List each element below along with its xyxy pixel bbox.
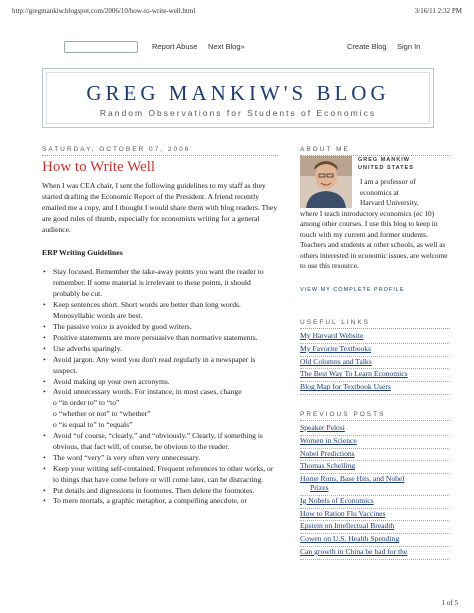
create-blog-link[interactable]: Create Blog bbox=[347, 42, 387, 51]
report-abuse-link[interactable]: Report Abuse bbox=[152, 42, 198, 51]
post-intro: When I was CEA chair, I sent the following guidelines to my staff as they started drafting the Economic Report of the President. A friend recently emailed me a copy, and I thought I would share them with blog readers. They are good rules of thumb, especially for economists writing for a general audience. bbox=[42, 181, 278, 234]
profile-name-text: GREG MANKIW bbox=[358, 157, 410, 163]
post-date: SATURDAY, OCTOBER 07, 2006 bbox=[42, 146, 191, 153]
blogger-navbar bbox=[64, 38, 426, 56]
profile-text-line: Harvard University, bbox=[360, 198, 419, 207]
useful-links-list bbox=[300, 331, 450, 395]
profile-text-body: where I teach introductory economics (ec 10) among other courses. I use this blog to keep in touch with my current and former students. Teachers and students at other schools, as well as others interested in economic issues, are welcome to use this resource. bbox=[300, 208, 448, 270]
previous-post-link[interactable]: Epstein on Intellectual Breadth bbox=[300, 521, 450, 534]
sidebar-link[interactable]: Old Columns and Talks bbox=[300, 357, 450, 370]
previous-posts-list bbox=[300, 423, 450, 560]
profile-text bbox=[300, 177, 450, 272]
useful-links-heading: USEFUL LINKS bbox=[300, 319, 370, 326]
sidebar-link[interactable]: My Favorite Textbooks bbox=[300, 344, 450, 357]
previous-post-link[interactable]: Ig Nobels of Economics bbox=[300, 496, 450, 509]
previous-divider bbox=[300, 420, 450, 421]
previous-post-link[interactable]: Women in Science bbox=[300, 436, 450, 449]
sign-in-link[interactable]: Sign In bbox=[397, 42, 421, 51]
post-body bbox=[42, 181, 278, 507]
date-divider bbox=[42, 155, 278, 156]
list-item: • Positive statements are more persuasive than normative statements. bbox=[53, 333, 278, 344]
view-profile-link[interactable]: VIEW MY COMPLETE PROFILE bbox=[300, 287, 405, 293]
sidebar-link[interactable]: The Best Way To Learn Economics bbox=[300, 369, 450, 382]
previous-post-link[interactable]: How to Ration Flu Vaccines bbox=[300, 509, 450, 522]
links-divider bbox=[300, 328, 450, 329]
page-url: http://gregmankiw.blogspot.com/2006/10/how-to-write-well.html bbox=[12, 7, 196, 15]
previous-post-link[interactable]: Can growth in China be bad for the bbox=[300, 547, 450, 560]
previous-post-link[interactable]: Thomas Schelling bbox=[300, 461, 450, 474]
previous-post-link[interactable]: Nobel Predictions bbox=[300, 449, 450, 462]
change-item: o “in order to” to “to” bbox=[53, 398, 120, 408]
list-item-text: Avoid unnecessary words. For instance, in most cases, change bbox=[53, 387, 242, 397]
blog-description: Random Observations for Students of Economics bbox=[99, 108, 377, 118]
list-item: • Keep sentences short. Short words are better than long words. Monosyllabic words are best. bbox=[53, 300, 278, 322]
next-blog-link[interactable]: Next Blog» bbox=[208, 42, 245, 51]
search-input[interactable] bbox=[64, 41, 138, 53]
blog-title[interactable]: GREG MANKIW'S BLOG bbox=[86, 81, 390, 105]
profile-name[interactable] bbox=[358, 157, 414, 172]
blog-banner bbox=[42, 68, 434, 128]
previous-post-link[interactable]: Speaker Pelosi bbox=[300, 423, 450, 436]
post-title[interactable]: How to Write Well bbox=[42, 159, 156, 175]
page-number: 1 of 5 bbox=[441, 599, 458, 607]
list-item: • To mere mortals, a graphic metaphor, a compelling anecdote, or bbox=[53, 496, 278, 507]
list-item: • Keep your writing self-contained. Frequent references to other works, or to things that have come before or will come later, can be distracting. bbox=[53, 464, 278, 486]
previous-post-link[interactable]: Cowen on U.S. Health Spending bbox=[300, 534, 450, 547]
section-heading: ERP Writing Guidelines bbox=[42, 247, 123, 257]
profile-text-line: economics at bbox=[360, 187, 399, 197]
change-item: o “is equal to” to “equals” bbox=[53, 420, 133, 430]
profile-text-line: I am a professor of bbox=[360, 177, 416, 186]
list-item: • Use adverbs sparingly. bbox=[53, 344, 278, 355]
previous-post-link[interactable]: Home Runs, Base Hits, and Nobel Prizes bbox=[300, 474, 450, 496]
list-item: • Avoid making up your own acronyms. bbox=[53, 377, 278, 388]
print-date: 3/16/11 2:32 PM bbox=[414, 7, 462, 15]
list-item: • Put details and digressions in footnotes. Then delete the footnotes. bbox=[53, 486, 278, 497]
list-item: • Avoid “of course, “clearly,” and “obviously.” Clearly, if something is obvious, that fact will, of course, be obvious to the reader. bbox=[53, 431, 278, 453]
profile-location: UNITED STATES bbox=[358, 164, 414, 171]
list-item: • The passive voice is avoided by good writers. bbox=[53, 322, 278, 333]
sidebar-link[interactable]: My Harvard Website bbox=[300, 331, 450, 344]
sidebar-link[interactable]: Blog Map for Textbook Users bbox=[300, 382, 450, 395]
previous-posts-heading: PREVIOUS POSTS bbox=[300, 411, 386, 418]
change-item: o “whether or not” to “whether” bbox=[53, 409, 151, 419]
list-item bbox=[53, 387, 278, 431]
guidelines-list bbox=[42, 267, 278, 507]
about-heading: ABOUT ME bbox=[300, 146, 350, 153]
list-item: • The word “very” is very often very unnecessary. bbox=[53, 453, 278, 464]
list-item: • Avoid jargon. Any word you don't read regularly in a newspaper is suspect. bbox=[53, 355, 278, 377]
list-item: • Stay focused. Remember the take-away points you want the reader to remember. If some material is irrelevant to these points, it should probably be cut. bbox=[53, 267, 278, 300]
